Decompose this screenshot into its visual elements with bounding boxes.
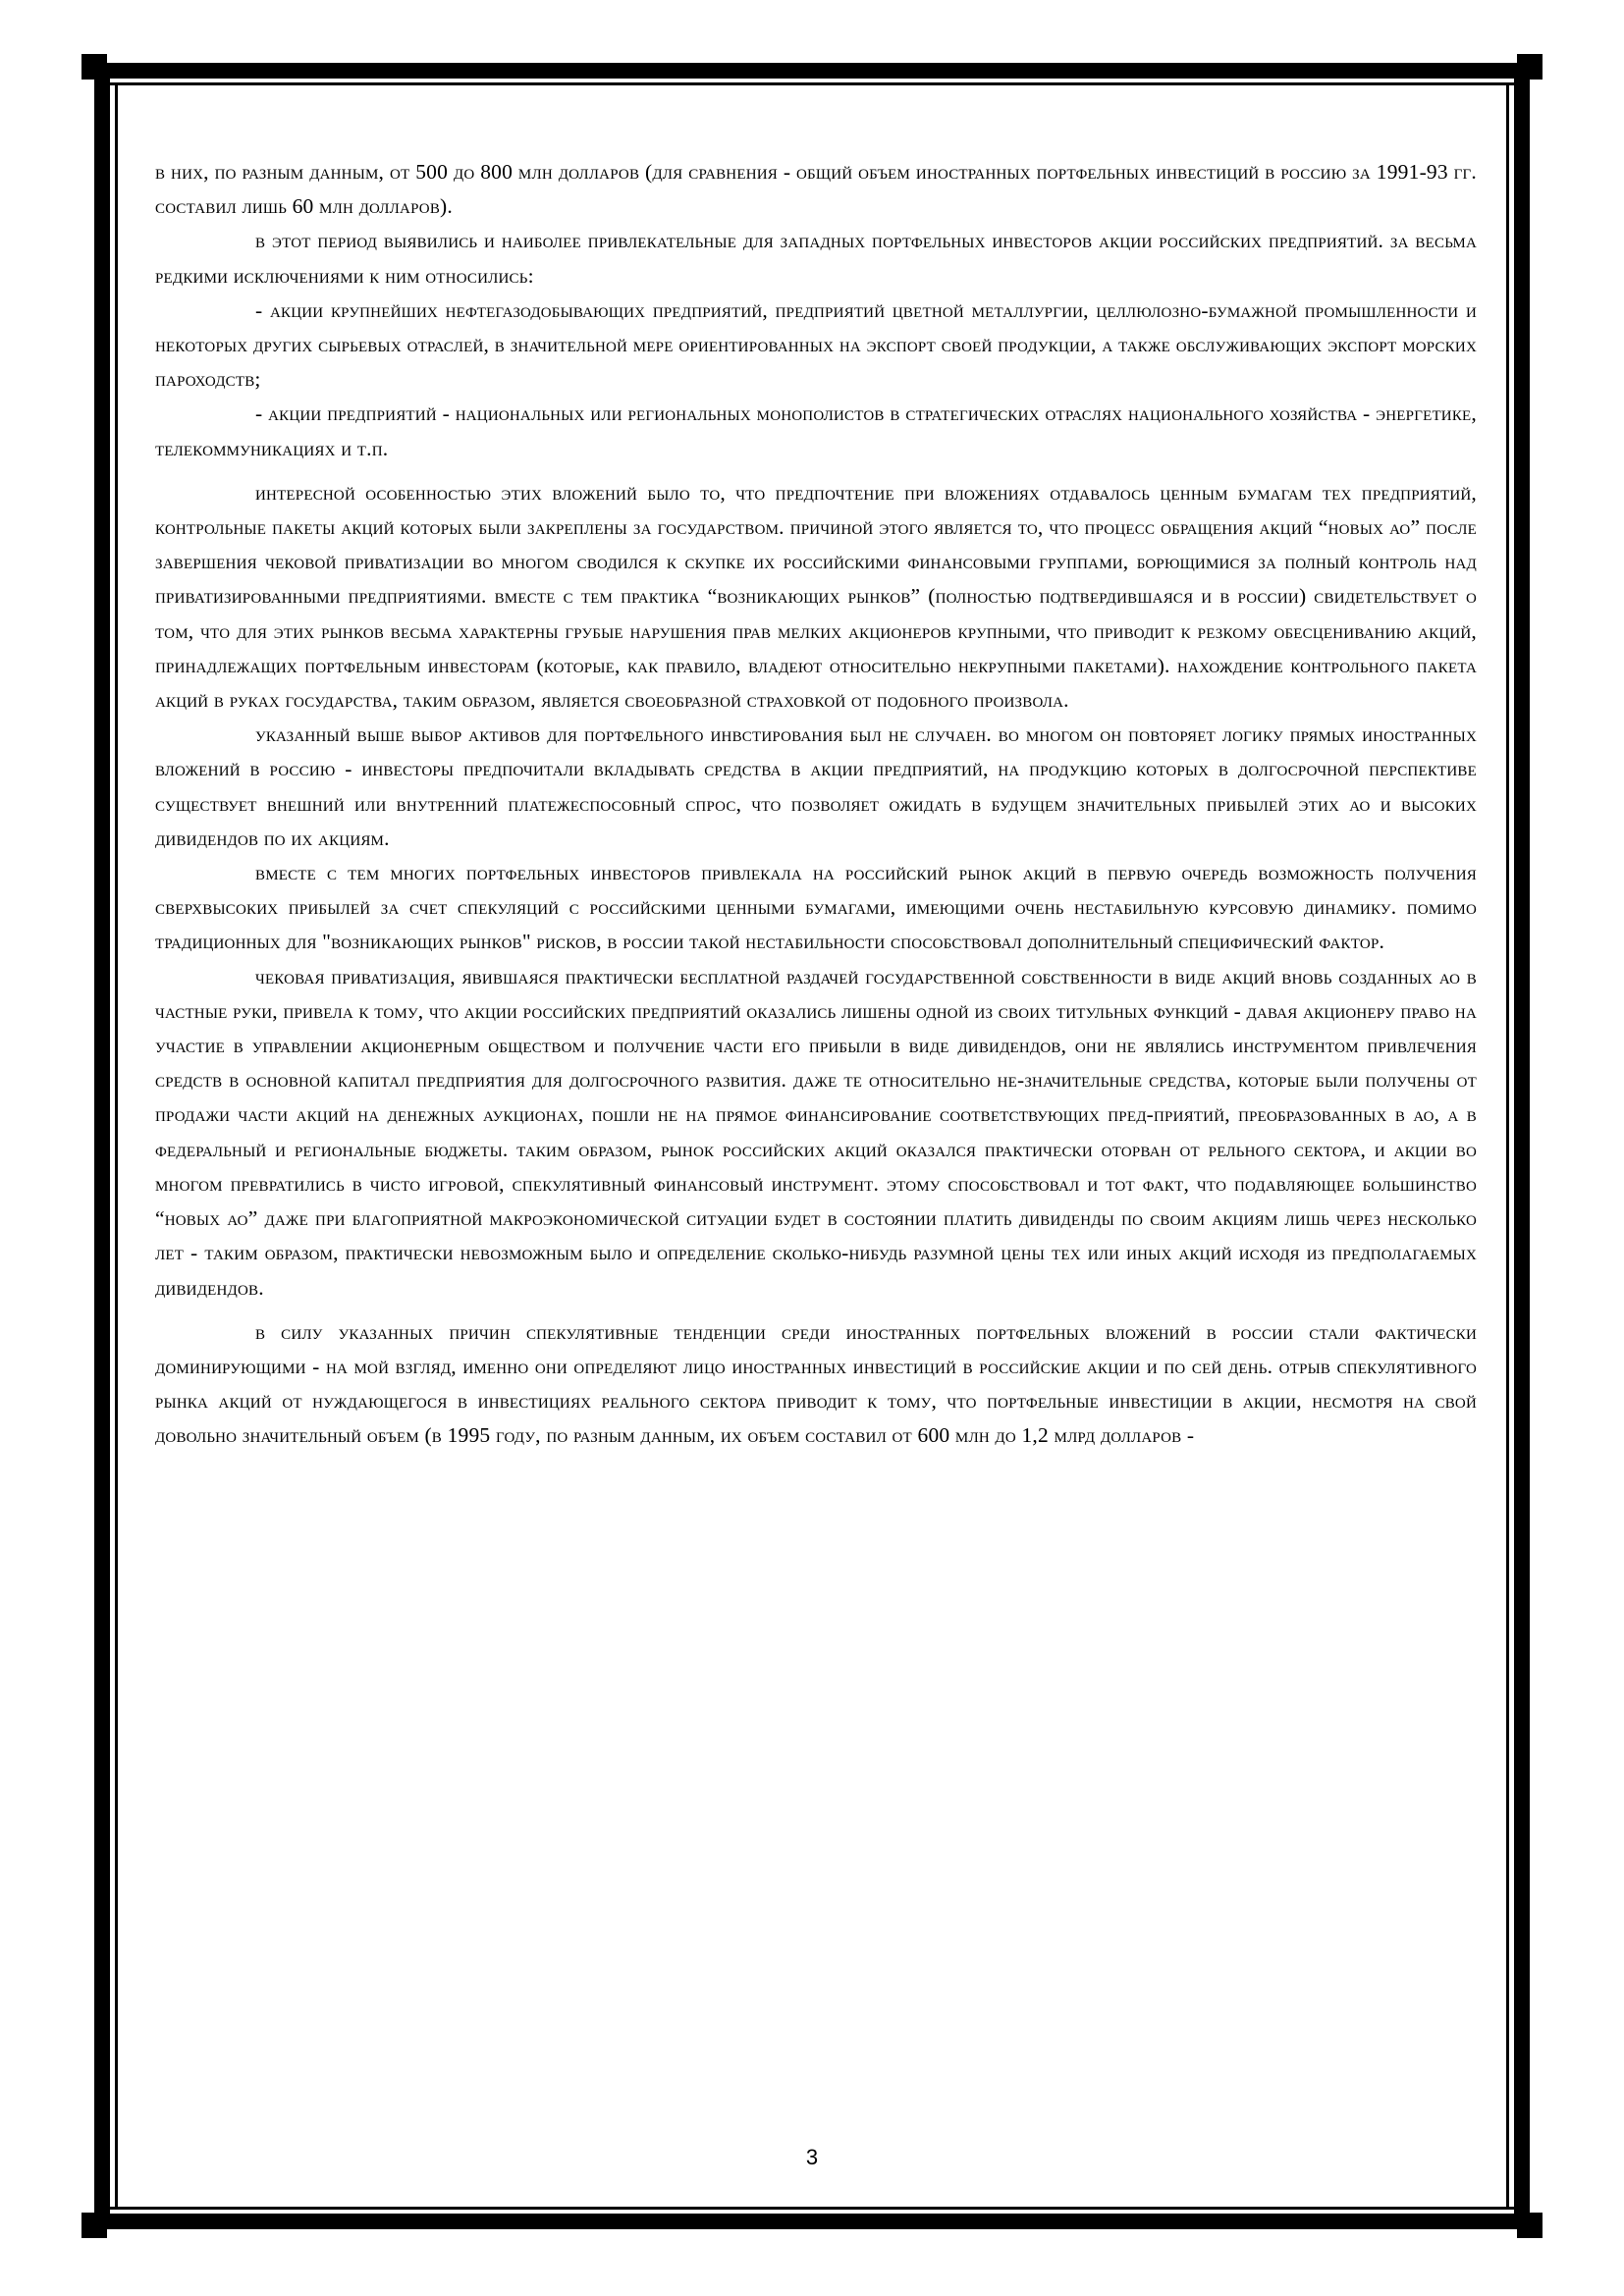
paragraph: в силу указанных причин спекулятивные тенденции среди иностранных портфельных вложений в россии стали фактически доминирующими - на мой взгляд, именно они определяют лицо иностранных инвестиций в российские акции и по сей день. отрыв спекулятивного рынка акций от нуждающегося в инвестициях реального сектора приводит к тому, что портфельные инвестиции в акции, несмотря на свой довольно значительный объем (в 1995 году, по разным данным, их объем составил от 600 млн до 1,2 млрд долларов -	[155, 1319, 1477, 1448]
page-number: 3	[805, 2145, 819, 2169]
page-border-inner-bottom	[110, 2207, 1514, 2210]
border-corner-top-right	[1517, 54, 1543, 80]
border-corner-bottom-right	[1517, 2213, 1543, 2238]
border-corner-bottom-left	[81, 2213, 107, 2238]
list-item: - акции крупнейших нефтегазодобывающих предприятий, предприятий цветной металлургии, целлюлозно-бумажной промышленности и некоторых других сырьевых отраслей, в значительной мере ориентированных на экспорт своей продукции, а также обслуживающих экспорт морских пароходств;	[155, 297, 1477, 392]
paragraph: чековая приватизация, явившаяся практически бесплатной раздачей государственной собственности в виде акций вновь созданных ао в частные руки, привела к тому, что акции российских предприятий оказались лишены одной из своих титульных функций - давая акционеру право на участие в управлении акционерным обществом и получение части его прибыли в виде дивидендов, они не являлись инструментом привлечения средств в основной капитал предприятия для долгосрочного развития. даже те относительно не-значительные средства, которые были получены от продажи части акций на денежных аукционах, пошли не на прямое финансирование соответствующих пред-приятий, преобразованных в ао, а в федеральный и региональные бюджеты. таким образом, рынок российских акций оказался практически оторван от рельного сектора, и акции во многом превратились в чисто игровой, спекулятивный финансовый инструмент. этому способствовал и тот факт, что подавляющее большинство “новых ао” даже при благоприятной макроэкономической ситуации будет в состоянии платить дивиденды по своим акциям лишь через несколько лет - таким образом, практически невозможным было и определение сколько-нибудь разумной цены тех или иных акций исходя из предполагаемых дивидендов.	[155, 964, 1477, 1300]
page-border-left	[94, 63, 110, 2229]
paragraph: вместе с тем многих портфельных инвесторов привлекала на российский рынок акций в первую очередь возможность получения сверхвысоких прибылей за счет спекуляций с российскими ценными бумагами, имеющими очень нестабильную курсовую динамику. помимо традиционных для "возникающих рынков" рисков, в россии такой нестабильности способствовал дополнительный специфический фактор.	[155, 861, 1477, 954]
paragraph: интересной особенностью этих вложений было то, что предпочтение при вложениях отдавалось ценным бумагам тех предприятий, контрольные пакеты акций которых были закреплены за государством. причиной этого является то, что процесс обращения акций “новых ао” после завершения чековой приватизации во многом сводился к скупке их российскими финансовыми группами, борющимися за полный контроль над приватизированными предприятиями. вместе с тем практика “возникающих рынков” (полностью подтвердившаяся и в россии) свидетельствует о том, что для этих рынков весьма характерны грубые нарушения прав мелких акционеров крупными, что приводит к резкому обесцениванию акций, принадлежащих портфельным инвесторам (которые, как правило, владеют относительно некрупными пакетами). нахождение контрольного пакета акций в руках государства, таким образом, является своеобразной страховкой от подобного произвола.	[155, 480, 1477, 713]
paragraph: в этот период выявились и наиболее привлекательные для западных портфельных инвесторов акции российских предприятий. за весьма редкими исключениями к ним относились:	[155, 229, 1477, 288]
page-border-right	[1514, 63, 1530, 2229]
paragraph: указанный выше выбор активов для портфельного инвстирования был не случаен. во многом он повторяет логику прямых иностранных вложений в россию - инвесторы предпочитали вкладывать средства в акции предприятий, на продукцию которых в долгосрочной перспективе существует внешний или внутренний платежеспособный спрос, что позволяет ожидать в будущем значительных прибылей этих ао и высоких дивидендов по их акциям.	[155, 722, 1477, 850]
border-corner-top-left	[81, 54, 107, 80]
page-body	[155, 155, 1477, 1454]
page-border-top	[90, 63, 1534, 79]
paragraph: в них, по разным данным, от 500 до 800 млн долларов (для сравнения - общий объем иностранных портфельных инвестиций в россию за 1991-93 гг. составил лишь 60 млн долларов).	[155, 160, 1477, 219]
page-border-inner-top	[110, 82, 1514, 85]
page-border-inner-right	[1506, 82, 1509, 2210]
list-item: - акции предприятий - национальных или региональных монополистов в стратегических отраслях национального хозяйства - энергетике, телекоммуникациях и т.п.	[155, 401, 1477, 460]
page-border-bottom	[90, 2214, 1534, 2229]
page-border-inner-left	[115, 82, 118, 2210]
